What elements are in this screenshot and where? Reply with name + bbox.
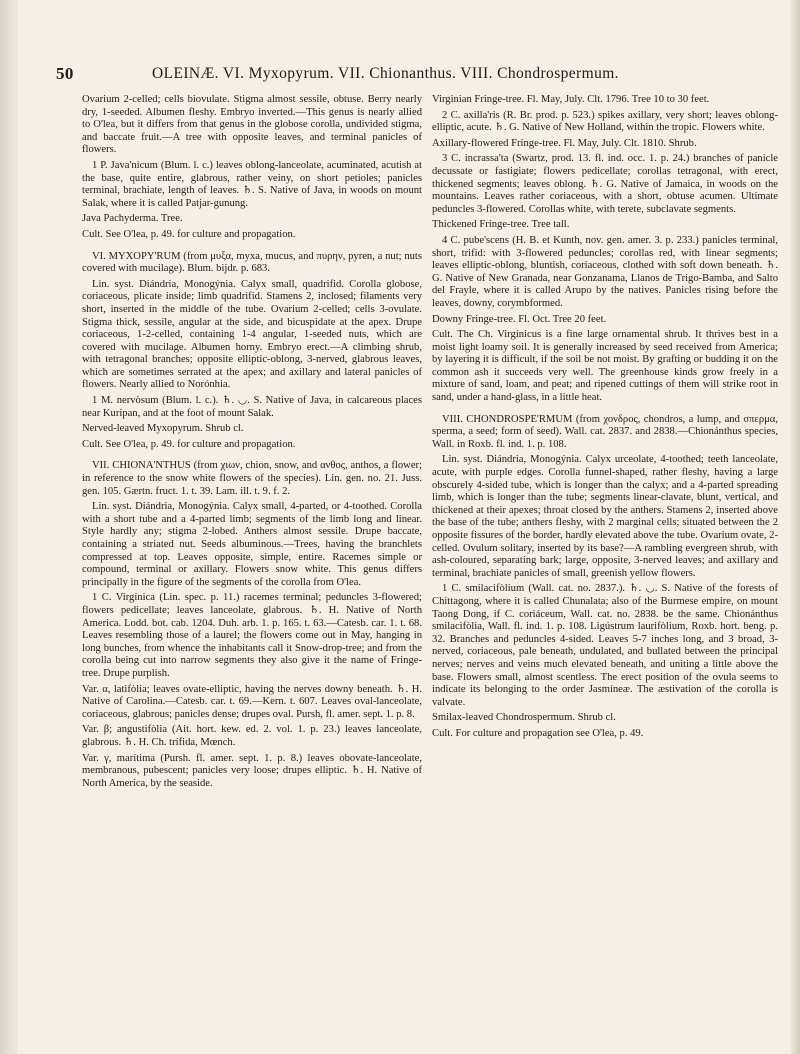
page-gutter-shadow: [0, 0, 18, 1054]
left-column: [82, 94, 422, 793]
paragraph: Ovarium 2-celled; cells biovulate. Stigma almost sessile, obtuse. Berry nearly dry, 1-seeded. Albumen fleshy. Embryo inverted.—This genus is nearly allied to O'lea, but it differs from that genus in the globose corolla, undivided stigma, and baccate fruit.—A tree with opposite leaves, and terminal panicles of flowers.: [82, 94, 422, 156]
common-name: Nerved-leaved Myxopyrum. Shrub cl.: [82, 423, 244, 435]
right-column: [432, 94, 778, 744]
genus-description: Lin. syst. Diándria, Monogýnia. Calyx urceolate, 4-toothed; teeth lanceolate, acute, with purple edges. Corolla funnel-shaped, rather fleshy, having a large obscurely 4-sided tube, which is longer than the calyx; and a 4-parted spreading limb, which is longer than the tube; segments linear-clavate, blunt, vertical, and thickened at their apexes; throat closed by the anthers. Stamens 2, inserted above the base of the tube; anthers fleshy, with 2 marginal cells; situated between the 2 opposite fissures of the border, hardly elevated above the tube. Ovarium ovate, 2-celled. Ovulum solitary, inserted by its base?—A rambling evergreen shrub, with ash-coloured, separating bark; large, opposite, 3-nerved leaves; and axillary and terminal, brachiate panicles of small, greenish yellow flowers.: [432, 454, 778, 579]
common-name: Axillary-flowered Fringe-tree. Fl. May, July. Clt. 1810. Shrub.: [432, 137, 697, 149]
common-name: Virginian Fringe-tree. Fl. May, July. Clt. 1796. Tree 10 to 30 feet.: [432, 94, 710, 105]
page-edge-shadow: [790, 0, 800, 1054]
common-name: Thickened Fringe-tree. Tree tall.: [432, 219, 570, 231]
genus-description: Lin. syst. Diándria, Monogýnia. Calyx small, quadrifid. Corolla globose, coriaceous, plicate inside; limb quadrifid. Stamens 2, inclosed; filaments very short, inserted in the middle of the tube. Ovarium 2-celled; cells 3-ovulate. Stigma thick, sessile, angular at the side, and bicuspidate at the apex. Drupe coriaceous, 1-2-celled, containing 1-4 angular, 1-seeded nuts, which are covered with mucilage. Albumen horny. Embryo erect.—A climbing shrub, with tetragonal branches; opposite elliptic-oblong, 3-nerved, glabrous leaves, which are sometimes serrated at the apex; and axillary and lateral panicles of flowers. Nearly allied to Norónhia.: [82, 278, 422, 391]
variety-entry: Var. α, latifòlia; leaves ovate-elliptic, having the nerves downy beneath. ♄. H. Native of Carolina.—Catesb. car. t. 69.—Kern. t. 607. Leaves oval-lanceolate, coriaceous, glabrous; panicles dense; drupes oval. Pursh, fl. amer. sept. 1. p. 8.: [82, 683, 422, 720]
genus-description: Lin. syst. Diándria, Monogýnia. Calyx small, 4-parted, or 4-toothed. Corolla with a short tube and a 4-parted limb; segments of the limb long and linear. Style hardly any; stigma 2-lobed. Anthers almost sessile. Drupe baccate, containing a striated nut. Seeds albuminous.—Trees, having the branchlets compressed at top. Leaves opposite, simple, entire. Racemes simple or compound, terminal or axillary. Flowers snow white. This genus differs principally in the figure of the segments of the corolla from O'lea.: [82, 501, 422, 588]
species-entry: 1 C. smilacifòlium (Wall. cat. no. 2837.). ♄. ◡. S. Native of the forests of Chittagong, where it is called Chunalata; also of the Burmese empire, on mount Taong Dong, if C. coriáceum, Wall. cat. no. 2838. be the same. Chionánthus smilacifòlia, Wall. fl. ind. 1. p. 108. Ligústrum laurifòlium, Roxb. hort. beng. p. 32. Branches and peduncles 4-sided. Leaves 5-7 inches long, and 3 broad, 3-nerved, coriaceous, pale beneath, undulated, and bullated between the principal nerves; nerves and veins much elevated beneath, and uniting a little above the base. Flowers small, almost scentless. The erect position of the ovula seems to indicate its belonging to the order Jasmíneæ. The æstivation of the corolla is valvate.: [432, 583, 778, 708]
culture-note: Cult. The Ch. Virgínicus is a fine large ornamental shrub. It thrives best in a moist light loamy soil. It is generally increased by seed received from America; by layering it is difficult, if the soil be not moist. By grafting or budding it on the common ash it succeeds very well. The greenhouse kinds grow freely in a mixture of sand, loam, and peat; and ripened cuttings of them will strike root in sand, under a hand-glass, in a little heat.: [432, 329, 778, 404]
genus-heading: VII. CHIONA'NTHUS (from χιων, chion, snow, and ανθος, anthos, a flower; in reference to the snow white flowers of the species). Lin. gen. no. 21. Juss. gen. 105. Gærtn. fruct. 1. t. 39. Lam. ill. t. 9. f. 2.: [82, 460, 422, 497]
culture-note: Cult. See O'lea, p. 49. for culture and propagation.: [82, 438, 296, 450]
common-name: Downy Fringe-tree. Fl. Oct. Tree 20 feet.: [432, 313, 607, 325]
page-number: 50: [56, 64, 74, 83]
genus-heading: VIII. CHONDROSPE'RMUM (from χονδρος, chondros, a lump, and σπερμα, sperma, a seed; form of seed). Wall. cat. 2837. and 2838.—Chionánthus species, Wall. in Roxb. fl. ind. 1. p. 108.: [432, 413, 778, 450]
species-entry: 1 M. nervòsum (Blum. l. c.). ♄. ◡. S. Native of Java, in calcareous places near Kuripan, and at the foot of mount Salak.: [82, 395, 422, 419]
species-entry: 1 P. Java'nicum (Blum. l. c.) leaves oblong-lanceolate, acuminated, acutish at the base, quite entire, glabrous, rather veiny, on short petioles; panicles terminal, brachiate, length of leaves. ♄. S. Native of Java, in woods on mount Salak, where it is called Patjar-gunung.: [82, 159, 422, 209]
common-name: Smilax-leaved Chondrospermum. Shrub cl.: [432, 712, 616, 724]
species-entry: 3 C. incrassa'ta (Swartz, prod. 13. fl. ind. occ. 1. p. 24.) branches of panicle decussate or fastigiate; flowers pedicellate; corollas tetragonal, with erect, thickened segments; leaves oblong. ♄. G. Native of Jamaica, in woods on the mountains. Leaves rather coriaceous, with a short, obtuse acumen. Ultimate peduncles 3-flowered. Corollas white, with terete, subclavate segments.: [432, 153, 778, 215]
culture-note: Cult. For culture and propagation see O'lea, p. 49.: [432, 727, 644, 739]
species-entry: 1 C. Virgínica (Lin. spec. p. 11.) racemes terminal; peduncles 3-flowered; flowers pedicellate; leaves lanceolate, glabrous. ♄. H. Native of North America. Lodd. bot. cab. 1204. Duh. arb. 1. p. 165. t. 63.—Catesb. car. 1. t. 68. Leaves resembling those of a laurel; the flowers come out in May, hanging in long bunches, from whence the inhabitants call it Snow-drop-tree; and from the corolla being cut into narrow segments they also give it the name of Fringe-tree. Drupe purplish.: [82, 592, 422, 679]
species-entry: 4 C. pube'scens (H. B. et Kunth, nov. gen. amer. 3. p. 233.) panicles terminal, short, trifid: with 3-flowered peduncles; corollas red, with linear segments; leaves elliptic-oblong, bluntish, coriaceous, clothed with soft down beneath. ♄. G. Native of New Granada, near Gonzanama, Llanos de Trigo-Bamba, and Salto del Frayle, where it is called Arupo by the natives. Panicles rising before the leaves, downy, corymbformed.: [432, 234, 778, 309]
species-entry: 2 C. axilla'ris (R. Br. prod. p. 523.) spikes axillary, very short; leaves oblong-elliptic, acute. ♄. G. Native of New Holland, within the tropic. Flowers white.: [432, 109, 778, 134]
common-name: Java Pachyderma. Tree.: [82, 213, 183, 225]
variety-entry: Var. β; angustifòlia (Ait. hort. kew. ed. 2. vol. 1. p. 23.) leaves lanceolate, glabrous. ♄. H. Ch. trífida, Mœnch.: [82, 724, 422, 748]
running-header: [48, 64, 768, 86]
genus-heading: VI. MYXOPY'RUM (from μυξα, myxa, mucus, and πυρην, pyren, a nut; nuts covered with mucilage). Blum. bijdr. p. 683.: [82, 250, 422, 275]
culture-note: Cult. See O'lea, p. 49. for culture and propagation.: [82, 228, 296, 240]
running-title: OLEINÆ. VI. Myxopyrum. VII. Chionanthus. VIII. Chondrospermum.: [152, 65, 619, 82]
variety-entry: Var. γ, marítima (Pursh. fl. amer. sept. 1. p. 8.) leaves obovate-lanceolate, membranous, pubescent; panicles very loose; drupes elliptic. ♄. H. Native of North America, by the seaside.: [82, 752, 422, 789]
